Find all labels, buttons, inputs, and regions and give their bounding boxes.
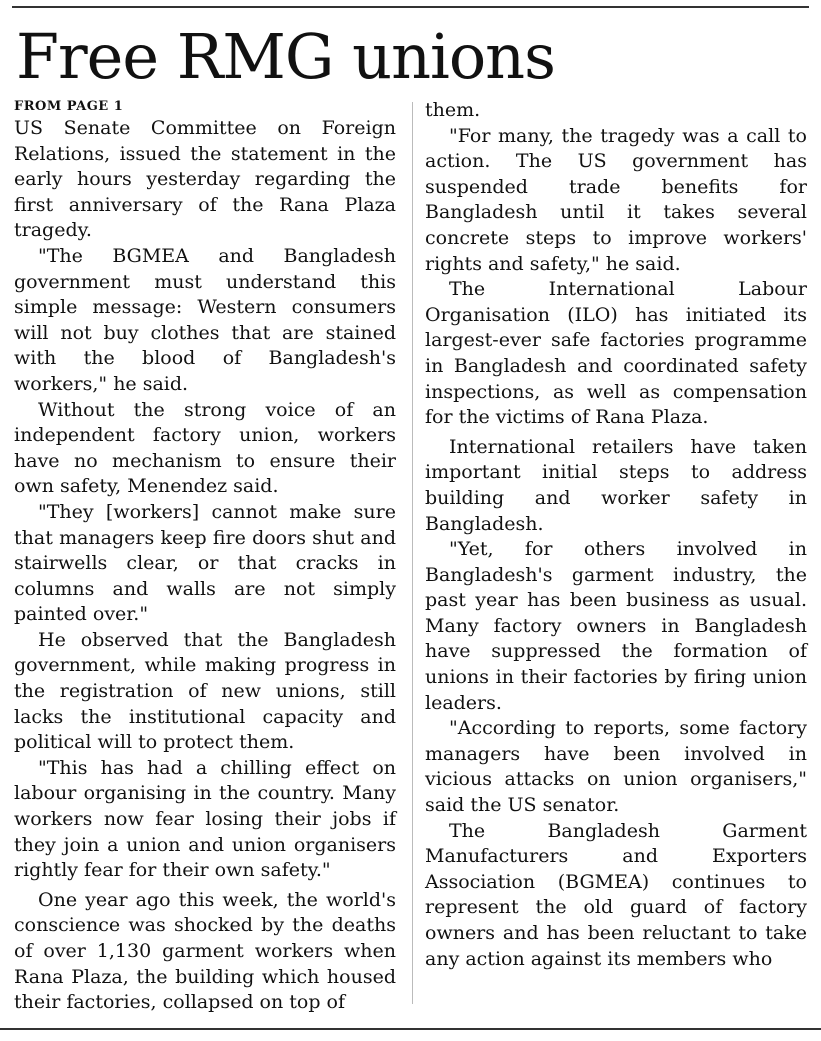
top-rule xyxy=(12,6,809,8)
paragraph: "The BGMEA and Bangladesh government must understand this simple message: Western consumers will not buy clothes that are stained with the blood of Bangladesh's workers," he said. xyxy=(14,244,396,395)
paragraph: "For many, the tragedy was a call to action. The US government has suspended trade benefits for Bangladesh until it takes several concrete steps to improve workers' rights and safety," he said. xyxy=(425,124,807,275)
paragraph: One year ago this week, the world's conscience was shocked by the deaths of over 1,130 garment workers when Rana Plaza, the building which housed their factories, collapsed on top of xyxy=(14,888,396,1014)
paragraph: "This has had a chilling effect on labour organising in the country. Many workers now fear losing their jobs if they join a union and union organisers rightly fear for their own safety." xyxy=(14,756,396,882)
paragraph: US Senate Committee on Foreign Relations, issued the statement in the early hours yesterday regarding the first anniversary of the Rana Plaza tragedy. xyxy=(14,117,396,242)
paragraph: The International Labour Organisation (ILO) has initiated its largest-ever safe factories programme in Bangladesh and coordinated safety inspections, as well as compensation for the victims of Rana Plaza. xyxy=(425,278,807,429)
paragraph: The Bangladesh Garment Manufacturers and Exporters Association (BGMEA) continues to represent the old guard of factory owners and has been reluctant to take any action against its members who xyxy=(425,819,807,970)
paragraph: them. xyxy=(425,99,481,121)
headline: Free RMG unions xyxy=(16,20,555,93)
paragraph: He observed that the Bangladesh government, while making progress in the registration of new unions, still lacks the institutional capacity and political will to protect them. xyxy=(14,628,396,754)
bottom-rule xyxy=(0,1028,821,1030)
paragraph: "According to reports, some factory managers have been involved in vicious attacks on union organisers," said the US senator. xyxy=(425,717,807,817)
paragraph: International retailers have taken important initial steps to address building and worker safety in Bangladesh. xyxy=(425,435,807,535)
paragraph: "Yet, for others involved in Bangladesh's garment industry, the past year has been business as usual. Many factory owners in Bangladesh have suppressed the formation of unions in their factories by firing union leaders. xyxy=(425,538,807,714)
paragraph: "They [workers] cannot make sure that managers keep fire doors shut and stairwells clear, or that cracks in columns and walls are not simply painted over." xyxy=(14,500,396,626)
column-divider xyxy=(412,102,413,1004)
paragraph: Without the strong voice of an independent factory union, workers have no mechanism to ensure their own safety, Menendez said. xyxy=(14,398,396,498)
dateline: FROM PAGE 1 xyxy=(14,99,124,114)
article-column-left xyxy=(14,98,396,1016)
article-column-right xyxy=(425,98,807,972)
